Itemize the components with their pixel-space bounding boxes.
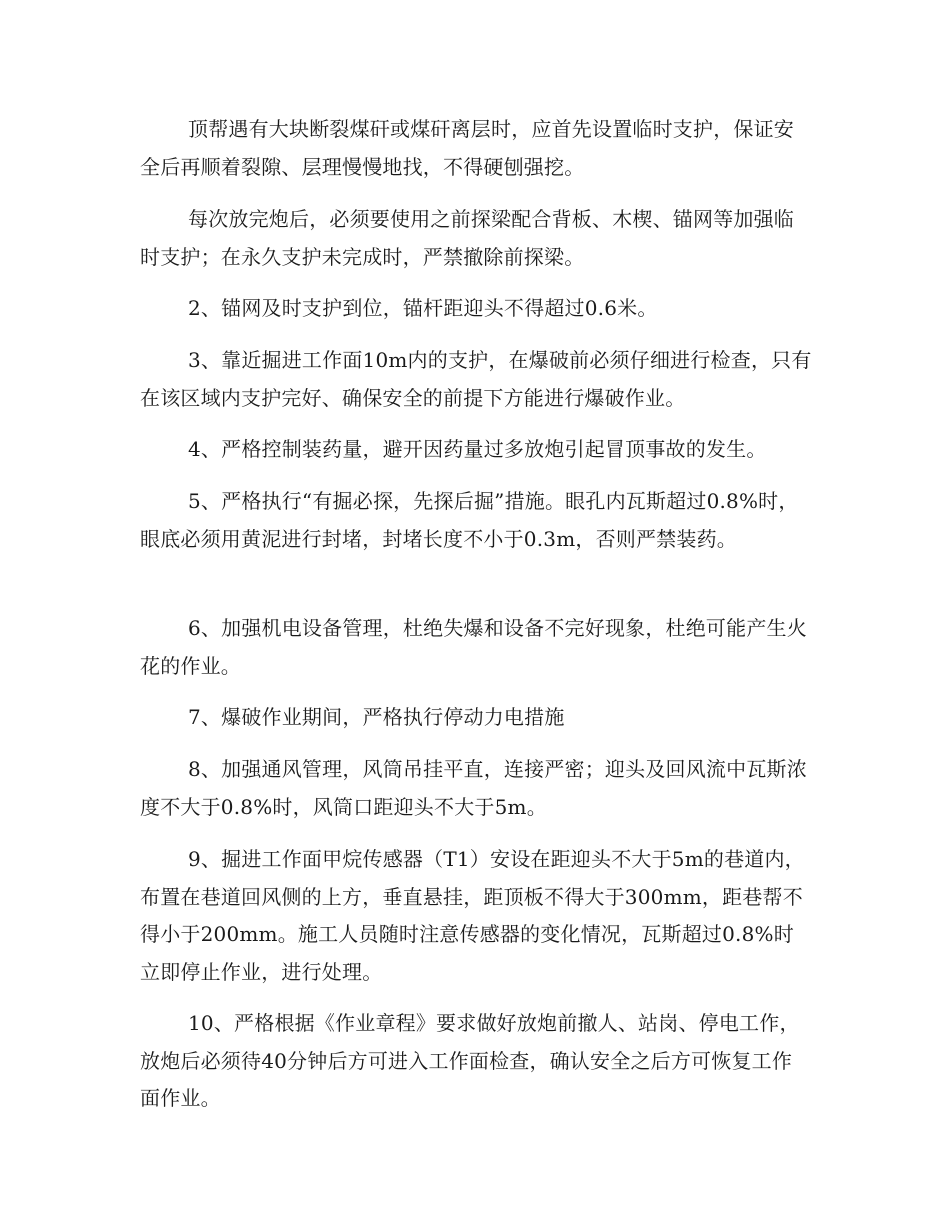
paragraph-item-8: 8、加强通风管理，风筒吊挂平直，连接严密；迎头及回风流中瓦斯浓度不大于0.8%时，风筒口距迎头不大于5m。 [140,757,807,819]
paragraph-item-7: 7、爆破作业期间，严格执行停动力电措施 [188,705,565,729]
paragraph-item-3: 3、靠近掘进工作面10m内的支护，在爆破前必须仔细进行检查，只有在该区域内支护完好、确保安全的前提下方能进行爆破作业。 [140,348,812,410]
paragraph-item-9: 9、掘进工作面甲烷传感器（T1）安设在距迎头不大于5m的巷道内，布置在巷道回风侧的上方，垂直悬挂，距顶板不得大于300mm，距巷帮不得小于200mm。施工人员随时注意传感器的变化情况，瓦斯超过0.8%时立即停止作业，进行处理。 [140,847,805,984]
paragraph-roof-rock-handling: 顶帮遇有大块断裂煤矸或煤矸离层时，应首先设置临时支护，保证安全后再顺着裂隙、层理慢慢地找，不得硬刨强挖。 [140,117,794,179]
paragraph-temporary-support: 每次放完炮后，必须要使用之前探梁配合背板、木楔、锚网等加强临时支护；在永久支护未完成时，严禁撤除前探梁。 [140,207,794,269]
paragraph-item-4: 4、严格控制装药量，避开因药量过多放炮引起冒顶事故的发生。 [188,437,767,461]
paragraph-item-2: 2、锚网及时支护到位，锚杆距迎头不得超过0.6米。 [188,296,658,320]
paragraph-item-5: 5、严格执行“有掘必探，先探后掘”措施。眼孔内瓦斯超过0.8%时，眼底必须用黄泥进行封堵，封堵长度不小于0.3m，否则严禁装药。 [140,489,799,551]
paragraph-item-6: 6、加强机电设备管理，杜绝失爆和设备不完好现象，杜绝可能产生火花的作业。 [140,616,807,678]
paragraph-item-10: 10、严格根据《作业章程》要求做好放炮前撤人、站岗、停电工作，放炮后必须待40分钟后方可进入工作面检查，确认安全之后方可恢复工作面作业。 [140,1011,800,1110]
